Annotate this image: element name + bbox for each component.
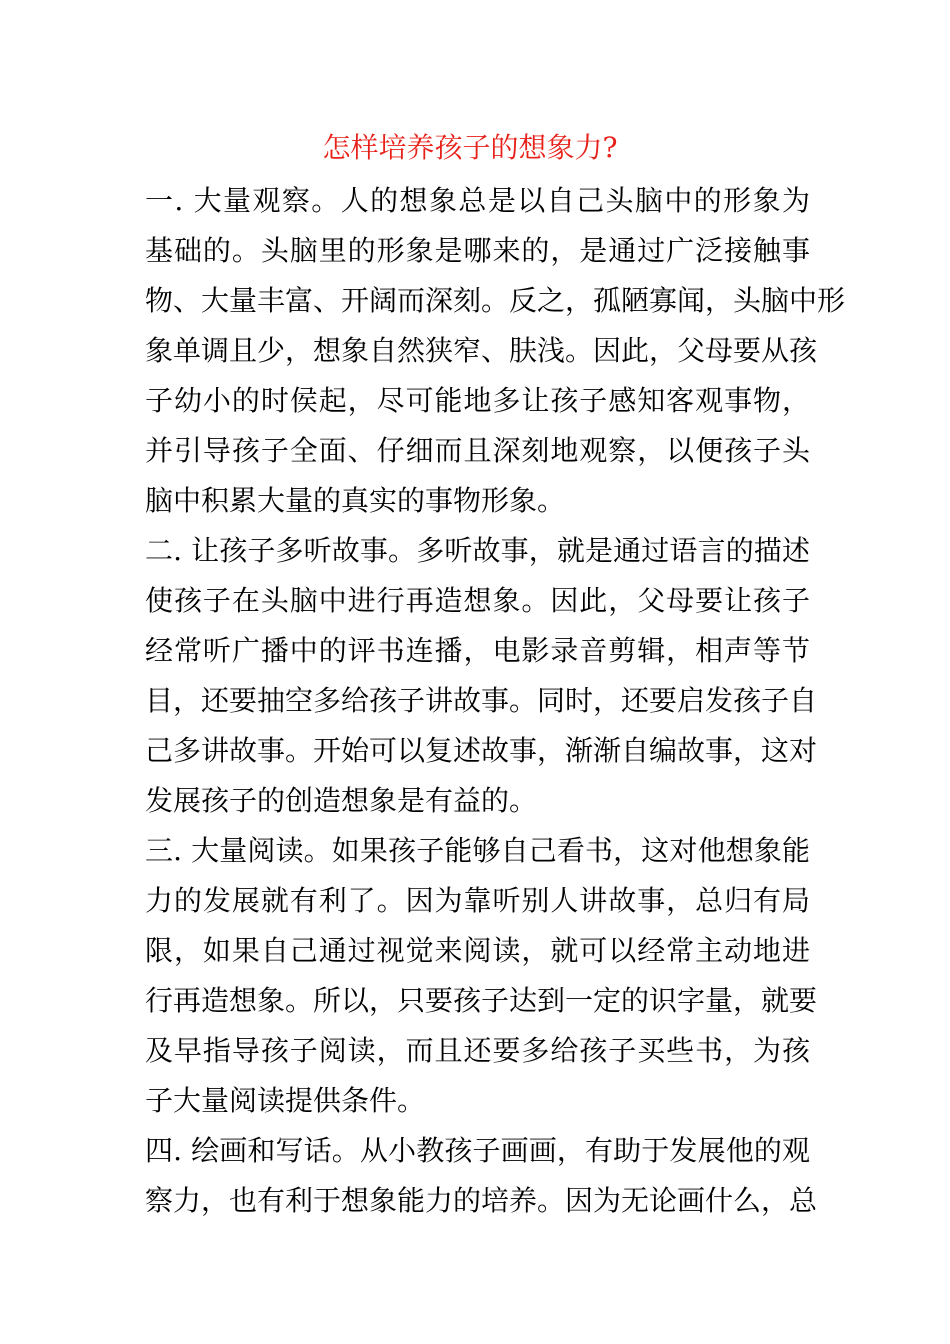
text-line: 子幼小的时侯起，尽可能地多让孩子感知客观事物， [145, 384, 810, 417]
text-line: 二. 让孩子多听故事。多听故事，就是通过语言的描述 [145, 534, 810, 567]
text-line: 三. 大量阅读。如果孩子能够自己看书，这对他想象能 [145, 834, 810, 867]
document-body [145, 176, 846, 1226]
text-line: 力的发展就有利了。因为靠听别人讲故事，总归有局 [145, 884, 810, 917]
text-line: 察力，也有利于想象能力的培养。因为无论画什么，总 [145, 1184, 818, 1217]
text-line: 使孩子在头脑中进行再造想象。因此，父母要让孩子 [145, 584, 810, 617]
text-line: 经常听广播中的评书连播，电影录音剪辑，相声等节 [145, 634, 810, 667]
text-line: 并引导孩子全面、仔细而且深刻地观察，以便孩子头 [145, 434, 810, 467]
document-title: 怎样培养孩子的想象力? [322, 131, 618, 164]
text-line: 及早指导孩子阅读，而且还要多给孩子买些书，为孩 [145, 1034, 810, 1067]
text-line: 子大量阅读提供条件。 [145, 1084, 426, 1117]
text-line: 限，如果自己通过视觉来阅读，就可以经常主动地进 [145, 934, 810, 967]
text-line: 一. 大量观察。人的想象总是以自己头脑中的形象为 [145, 184, 810, 217]
text-line: 基础的。头脑里的形象是哪来的，是通过广泛接触事 [145, 234, 810, 267]
text-line: 目，还要抽空多给孩子讲故事。同时，还要启发孩子自 [145, 684, 818, 717]
text-line: 发展孩子的创造想象是有益的。 [145, 784, 538, 817]
text-line: 行再造想象。所以，只要孩子达到一定的识字量，就要 [145, 984, 818, 1017]
text-line: 四. 绘画和写话。从小教孩子画画，有助于发展他的观 [145, 1134, 810, 1167]
text-line: 象单调且少，想象自然狭窄、肤浅。因此，父母要从孩 [145, 334, 818, 367]
text-line: 物、大量丰富、开阔而深刻。反之，孤陋寡闻，头脑中形 [145, 284, 846, 317]
text-line: 己多讲故事。开始可以复述故事，渐渐自编故事，这对 [145, 734, 818, 767]
text-line: 脑中积累大量的真实的事物形象。 [145, 484, 566, 517]
